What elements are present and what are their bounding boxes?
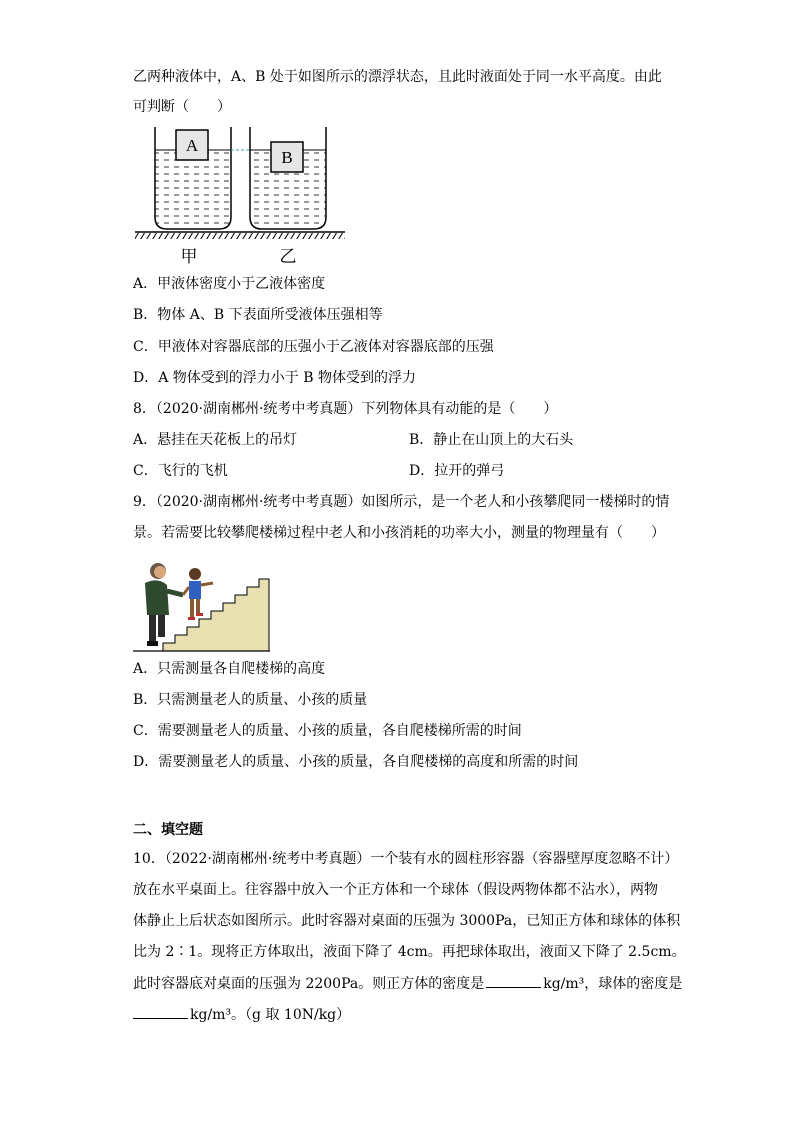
q8-stem: 8．（2020·湖南郴州·统考中考真题）下列物体具有动能的是（ ）: [133, 401, 558, 417]
q7-stem-line1: 乙两种液体中，A、B 处于如图所示的漂浮状态，且此时液面处于同一水平高度。由此: [133, 69, 662, 85]
q7-option-c: C．甲液体对容器底部的压强小于乙液体对容器底部的压强: [133, 339, 494, 355]
q10-line5-text-a: 此时容器底对桌面的压强为 2200Pa。则正方体的密度是: [133, 976, 485, 992]
q7-stem-line2: 可判断（ ）: [133, 99, 231, 115]
q9-stem-line1: 9．（2020·湖南郴州·统考中考真题）如图所示，是一个老人和小孩攀爬同一楼梯时的情: [133, 494, 670, 510]
ground-hatch: [135, 233, 345, 239]
stairs-figure: [133, 557, 271, 652]
q10-line4: 比为 2∶1。现将正方体取出，液面下降了 4cm。再把球体取出，液面又下降了 2.5cm。: [133, 944, 686, 960]
q7-option-d: D．A 物体受到的浮力小于 B 物体受到的浮力: [133, 370, 416, 386]
child-icon: [183, 568, 213, 620]
q10-line5: [133, 973, 682, 994]
q8-option-d: D．拉开的弹弓: [409, 463, 505, 479]
beakers-figure: [133, 122, 348, 267]
q8-option-a: A．悬挂在天花板上的吊灯: [133, 432, 298, 448]
old-man-icon: [145, 563, 183, 646]
block-a-label: A: [185, 136, 199, 155]
q10-line3: 体静止上后状态如图所示。此时容器对桌面的压强为 3000Pa，已知正方体和球体的体积: [133, 913, 681, 929]
q10-line2: 放在水平桌面上。往容器中放入一个正方体和一个球体（假设两物体都不沾水），两物: [133, 882, 658, 898]
q10-line5-text-b: kg/m³，球体的密度是: [543, 976, 683, 992]
label-yi: 乙: [279, 247, 297, 267]
q7-option-a: A．甲液体密度小于乙液体密度: [133, 276, 326, 292]
staircase: [163, 579, 269, 651]
q9-option-c: C．需要测量老人的质量、小孩的质量，各自爬楼梯所需的时间: [133, 723, 522, 739]
q10-line6: [133, 1004, 350, 1025]
q9-option-a: A．只需测量各自爬楼梯的高度: [133, 661, 326, 677]
q9-option-d: D．需要测量老人的质量、小孩的质量，各自爬楼梯的高度和所需的时间: [133, 754, 579, 770]
block-b-label: B: [281, 148, 293, 167]
label-jia: 甲: [180, 247, 198, 267]
answer-blank-1[interactable]: [486, 973, 541, 988]
liquid-jia: [155, 150, 231, 229]
q10-line1: 10．（2022·湖南郴州·统考中考真题）一个装有水的圆柱形容器（容器壁厚度忽略不计）: [133, 851, 679, 867]
q9-option-b: B．只需测量老人的质量、小孩的质量: [133, 692, 368, 708]
q7-option-b: B．物体 A、B 下表面所受液体压强相等: [133, 307, 383, 323]
q9-stem-line2: 景。若需要比较攀爬楼梯过程中老人和小孩消耗的功率大小，测量的物理量有（ ）: [133, 525, 665, 541]
q8-option-b: B．静止在山顶上的大石头: [409, 432, 574, 448]
q10-line6-text: kg/m³。（g 取 10N/kg）: [190, 1007, 351, 1023]
answer-blank-2[interactable]: [133, 1004, 188, 1019]
section-heading: 二、填空题: [133, 822, 203, 838]
q8-option-c: C．飞行的飞机: [133, 463, 228, 479]
